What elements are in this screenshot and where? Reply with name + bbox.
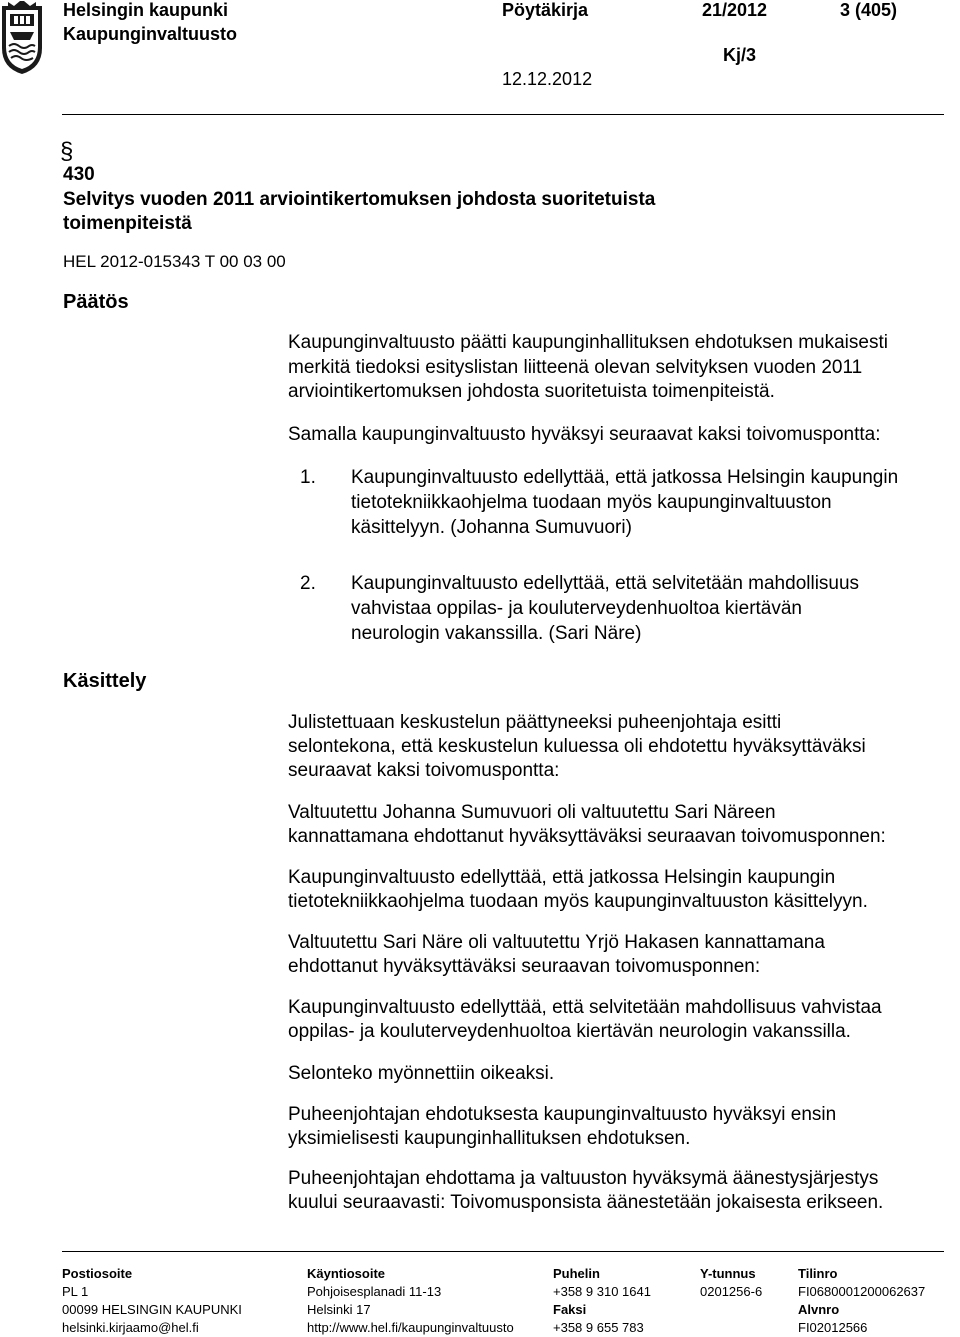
wish-item-line: Kaupunginvaltuusto edellyttää, että jatkossa Helsingin kaupungin — [351, 467, 899, 488]
footer-vat-title: Alvnro — [798, 1302, 840, 1317]
item-number: 430 — [63, 164, 95, 185]
footer-postal — [62, 1265, 242, 1337]
footer-phone-title: Puhelin — [553, 1266, 600, 1281]
handling-paragraph — [288, 711, 948, 783]
handling-paragraph — [288, 866, 948, 914]
handling-paragraph — [288, 931, 948, 979]
decision-also: Samalla kaupunginvaltuusto hyväksyi seuraavat kaksi toivomuspontta: — [288, 424, 881, 445]
item-title-line1: Selvitys vuoden 2011 arviointikertomuksen johdosta suoritetuista — [63, 189, 656, 210]
text-line: yksimielisesti kaupunginhallituksen ehdotuksen. — [288, 1128, 691, 1149]
footer-rule — [62, 1251, 944, 1252]
footer-business-id-title: Y-tunnus — [700, 1266, 756, 1281]
wish-item-number: 1. — [300, 467, 316, 488]
footer-postal-line: PL 1 — [62, 1284, 89, 1299]
text-line: Selonteko myönnettiin oikeaksi. — [288, 1063, 555, 1084]
footer-business-id — [700, 1265, 762, 1301]
text-line: Kaupunginvaltuusto edellyttää, että jatkossa Helsingin kaupungin — [288, 867, 836, 888]
footer-fax-number: +358 9 655 783 — [553, 1320, 644, 1335]
text-line: Julistettuaan keskustelun päättyneeksi puheenjohtaja esitti — [288, 712, 782, 733]
text-line: Puheenjohtajan ehdottama ja valtuuston hyväksymä äänestysjärjestys — [288, 1168, 879, 1189]
decision-label: Päätös — [63, 291, 129, 313]
decision-text-line: arviointikertomuksen johdosta suoritetuista toimenpiteistä. — [288, 381, 775, 402]
handling-paragraph — [288, 1062, 948, 1086]
handling-paragraph — [288, 801, 948, 849]
text-line: Puheenjohtajan ehdotuksesta kaupunginvaltuusto hyväksyi ensin — [288, 1104, 837, 1125]
text-line: selontekona, että keskustelun kuluessa oli ehdotettu hyväksyttäväksi — [288, 736, 866, 757]
wish-item-line: vahvistaa oppilas- ja kouluterveydenhuoltoa kiertävän — [351, 598, 802, 619]
footer-postal-title: Postiosoite — [62, 1266, 133, 1281]
footer-account — [798, 1265, 925, 1337]
header-date: 12.12.2012 — [502, 69, 593, 89]
text-line: Kaupunginvaltuusto edellyttää, että selvitetään mahdollisuus vahvistaa — [288, 997, 882, 1018]
wish-item-line: neurologin vakanssilla. (Sari Näre) — [351, 623, 642, 644]
wish-item-text — [351, 571, 960, 646]
wish-item-text — [351, 465, 960, 540]
diary-number: HEL 2012-015343 T 00 03 00 — [63, 252, 286, 271]
wish-item-line: käsittelyyn. (Johanna Sumuvuori) — [351, 517, 632, 538]
footer-account-value: FI0680001200062637 — [798, 1284, 926, 1299]
footer-website-link[interactable]: http://www.hel.fi/kaupunginvaltuusto — [307, 1320, 514, 1335]
header-rule — [62, 114, 944, 115]
footer-visit-line: Pohjoisesplanadi 11-13 — [307, 1284, 442, 1299]
header-page: 3 (405) — [840, 0, 898, 20]
handling-paragraph — [288, 1167, 948, 1215]
text-line: seuraavat kaksi toivomuspontta: — [288, 760, 560, 781]
section-symbol: § — [60, 138, 74, 165]
text-line: tietotekniikkaohjelma tuodaan myös kaupunginvaltuuston käsittelyyn. — [288, 891, 868, 912]
wish-item-line: tietotekniikkaohjelma tuodaan myös kaupunginvaltuuston — [351, 492, 832, 513]
header-city: Helsingin kaupunki — [63, 0, 229, 20]
wish-item-line: Kaupunginvaltuusto edellyttää, että selvitetään mahdollisuus — [351, 573, 860, 594]
footer-account-title: Tilinro — [798, 1266, 838, 1281]
text-line: kannattamana ehdottanut hyväksyttäväksi seuraavan toivomusponnen: — [288, 826, 886, 847]
footer-visit — [307, 1265, 514, 1337]
item-title-line2: toimenpiteistä — [63, 213, 192, 234]
footer-fax-title: Faksi — [553, 1302, 587, 1317]
text-line: kuului seuraavasti: Toivomusponsista äänestetään jokaisesta erikseen. — [288, 1192, 884, 1213]
text-line: oppilas- ja kouluterveydenhuoltoa kiertävän neurologin vakanssilla. — [288, 1021, 851, 1042]
footer-visit-title: Käyntiosoite — [307, 1266, 386, 1281]
wish-item-number: 2. — [300, 573, 316, 594]
text-line: Valtuutettu Sari Näre oli valtuutettu Yrjö Hakasen kannattamana — [288, 932, 825, 953]
header-body: Kaupunginvaltuusto — [63, 24, 237, 44]
footer-postal-line: 00099 HELSINGIN KAUPUNKI — [62, 1302, 242, 1317]
helsinki-crest-logo — [0, 0, 44, 76]
text-line: Valtuutettu Johanna Sumuvuori oli valtuutettu Sari Näreen — [288, 802, 776, 823]
decision-text-line: merkitä tiedoksi esityslistan liitteenä olevan selvityksen vuoden 2011 — [288, 357, 863, 378]
handling-paragraph — [288, 1103, 948, 1151]
footer-vat-value: FI02012566 — [798, 1320, 868, 1335]
handling-paragraph — [288, 996, 948, 1044]
header-doc-type: Pöytäkirja — [502, 0, 589, 20]
text-line: ehdottanut hyväksyttäväksi seuraavan toivomusponnen: — [288, 956, 761, 977]
header-ref: Kj/3 — [723, 45, 757, 65]
handling-label: Käsittely — [63, 670, 147, 692]
footer-visit-line: Helsinki 17 — [307, 1302, 371, 1317]
footer-phone — [553, 1265, 651, 1337]
footer-email[interactable]: helsinki.kirjaamo@hel.fi — [62, 1320, 199, 1335]
footer-phone-number: +358 9 310 1641 — [553, 1284, 651, 1299]
footer-business-id-value: 0201256-6 — [700, 1284, 763, 1299]
decision-text-line: Kaupunginvaltuusto päätti kaupunginhallituksen ehdotuksen mukaisesti — [288, 332, 888, 353]
header-number: 21/2012 — [702, 0, 768, 20]
